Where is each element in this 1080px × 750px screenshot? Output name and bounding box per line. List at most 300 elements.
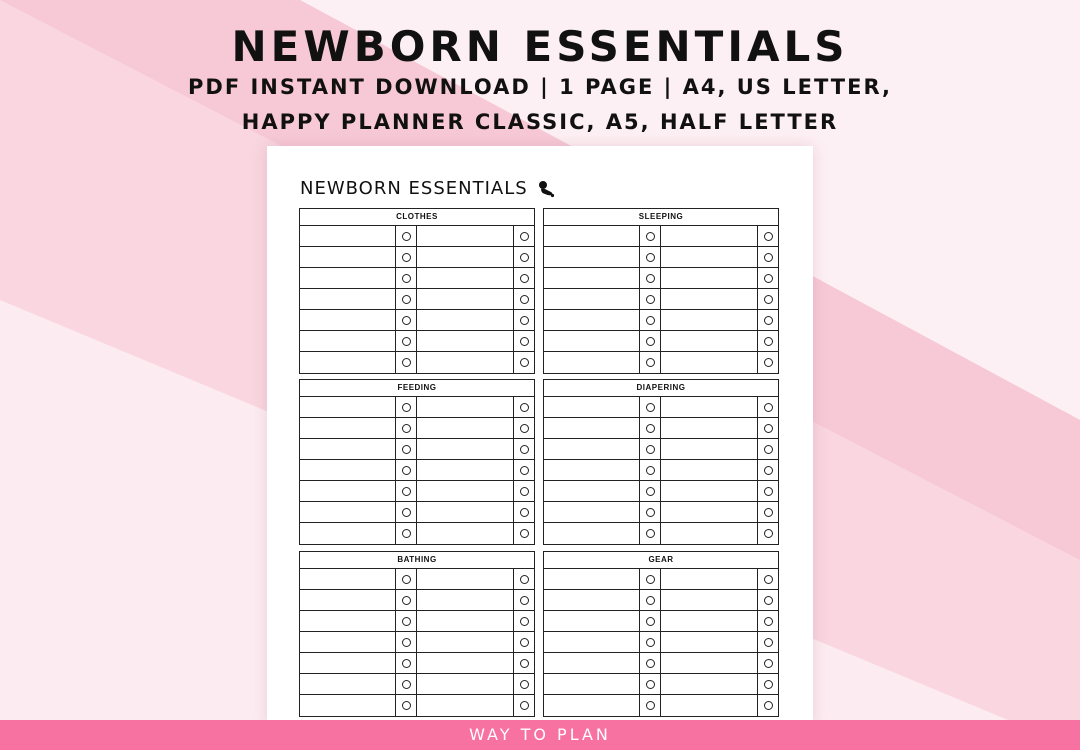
- checkbox-circle-icon[interactable]: [402, 424, 411, 433]
- item-field[interactable]: [661, 653, 758, 673]
- checkbox-circle-icon[interactable]: [646, 403, 655, 412]
- checkbox-circle-icon[interactable]: [764, 617, 773, 626]
- checklist-row: [544, 397, 778, 418]
- checkbox-circle-icon[interactable]: [764, 659, 773, 668]
- checkbox-circle-icon[interactable]: [646, 316, 655, 325]
- checkbox-cell: [758, 460, 778, 480]
- checklist-row: [300, 418, 534, 439]
- item-field[interactable]: [300, 674, 396, 694]
- checkbox-cell: [514, 590, 534, 610]
- checkbox-cell: [640, 523, 661, 544]
- checkbox-cell: [758, 268, 778, 288]
- checkbox-circle-icon[interactable]: [764, 680, 773, 689]
- checkbox-circle-icon[interactable]: [764, 445, 773, 454]
- checklist-row: [300, 502, 534, 523]
- checkbox-circle-icon[interactable]: [764, 424, 773, 433]
- item-field[interactable]: [417, 331, 514, 351]
- checkbox-circle-icon[interactable]: [520, 529, 529, 538]
- checkbox-cell: [640, 226, 661, 246]
- checkbox-cell: [514, 352, 534, 373]
- checkbox-cell: [514, 653, 534, 673]
- section-heading: DIAPERING: [544, 380, 778, 397]
- item-field[interactable]: [417, 569, 514, 589]
- checkbox-cell: [514, 523, 534, 544]
- checkbox-circle-icon[interactable]: [764, 638, 773, 647]
- checkbox-circle-icon[interactable]: [520, 659, 529, 668]
- checklist-row: [544, 352, 778, 373]
- checkbox-circle-icon[interactable]: [402, 403, 411, 412]
- checkbox-circle-icon[interactable]: [402, 638, 411, 647]
- checkbox-cell: [514, 247, 534, 267]
- item-field[interactable]: [417, 268, 514, 288]
- checkbox-circle-icon[interactable]: [402, 337, 411, 346]
- item-field[interactable]: [417, 226, 514, 246]
- checkbox-circle-icon[interactable]: [520, 274, 529, 283]
- checkbox-cell: [396, 481, 417, 501]
- checkbox-cell: [514, 460, 534, 480]
- item-field[interactable]: [300, 569, 396, 589]
- checkbox-cell: [640, 418, 661, 438]
- item-field[interactable]: [417, 481, 514, 501]
- item-field[interactable]: [544, 439, 640, 459]
- checkbox-circle-icon[interactable]: [646, 529, 655, 538]
- checklist-row: [300, 569, 534, 590]
- checkbox-circle-icon[interactable]: [520, 424, 529, 433]
- section-gear: [543, 551, 779, 717]
- checkbox-cell: [396, 418, 417, 438]
- checkbox-circle-icon[interactable]: [520, 596, 529, 605]
- checkbox-circle-icon[interactable]: [520, 680, 529, 689]
- checkbox-cell: [396, 590, 417, 610]
- checkbox-cell: [514, 418, 534, 438]
- item-field[interactable]: [544, 226, 640, 246]
- checkbox-circle-icon[interactable]: [402, 232, 411, 241]
- checkbox-circle-icon[interactable]: [520, 575, 529, 584]
- checkbox-circle-icon[interactable]: [402, 529, 411, 538]
- checkbox-circle-icon[interactable]: [402, 575, 411, 584]
- checkbox-cell: [758, 569, 778, 589]
- checklist-row: [544, 653, 778, 674]
- checkbox-circle-icon[interactable]: [520, 508, 529, 517]
- item-field[interactable]: [544, 674, 640, 694]
- checkbox-cell: [514, 397, 534, 417]
- item-field[interactable]: [544, 481, 640, 501]
- checkbox-circle-icon[interactable]: [646, 337, 655, 346]
- checkbox-circle-icon[interactable]: [520, 466, 529, 475]
- checkbox-circle-icon[interactable]: [764, 403, 773, 412]
- checkbox-circle-icon[interactable]: [646, 232, 655, 241]
- item-field[interactable]: [544, 397, 640, 417]
- section-bathing: [299, 551, 535, 717]
- item-field[interactable]: [417, 247, 514, 267]
- checkbox-circle-icon[interactable]: [402, 466, 411, 475]
- item-field[interactable]: [661, 439, 758, 459]
- printable-sheet: [267, 146, 813, 726]
- checkbox-circle-icon[interactable]: [646, 680, 655, 689]
- checkbox-circle-icon[interactable]: [646, 617, 655, 626]
- checkbox-cell: [396, 310, 417, 330]
- checkbox-circle-icon[interactable]: [402, 617, 411, 626]
- checkbox-cell: [640, 481, 661, 501]
- checkbox-cell: [514, 632, 534, 652]
- item-field[interactable]: [300, 653, 396, 673]
- item-field[interactable]: [661, 268, 758, 288]
- checklist-row: [544, 611, 778, 632]
- item-field[interactable]: [300, 418, 396, 438]
- item-field[interactable]: [661, 632, 758, 652]
- checkbox-cell: [396, 247, 417, 267]
- item-field[interactable]: [661, 590, 758, 610]
- section-heading: GEAR: [544, 552, 778, 569]
- item-field[interactable]: [661, 289, 758, 309]
- item-field[interactable]: [300, 611, 396, 631]
- checkbox-circle-icon[interactable]: [764, 529, 773, 538]
- checkbox-cell: [396, 397, 417, 417]
- checklist-row: [300, 653, 534, 674]
- checklist-row: [544, 268, 778, 289]
- checkbox-circle-icon[interactable]: [402, 316, 411, 325]
- checkbox-cell: [640, 569, 661, 589]
- checkbox-circle-icon[interactable]: [646, 358, 655, 367]
- checkbox-circle-icon[interactable]: [646, 295, 655, 304]
- checkbox-cell: [640, 289, 661, 309]
- checklist-row: [300, 352, 534, 373]
- checklist-row: [300, 590, 534, 611]
- checkbox-cell: [396, 569, 417, 589]
- checkbox-cell: [640, 653, 661, 673]
- section-sleeping: [543, 208, 779, 374]
- checkbox-circle-icon[interactable]: [764, 316, 773, 325]
- item-field[interactable]: [544, 352, 640, 373]
- item-field[interactable]: [661, 352, 758, 373]
- checkbox-cell: [396, 460, 417, 480]
- checkbox-cell: [758, 331, 778, 351]
- item-field[interactable]: [300, 502, 396, 522]
- checkbox-circle-icon[interactable]: [520, 638, 529, 647]
- checkbox-circle-icon[interactable]: [520, 358, 529, 367]
- item-field[interactable]: [544, 523, 640, 544]
- checkbox-circle-icon[interactable]: [764, 337, 773, 346]
- checkbox-cell: [396, 502, 417, 522]
- checklist-row: [300, 289, 534, 310]
- item-field[interactable]: [544, 632, 640, 652]
- checklist-row: [300, 632, 534, 653]
- checkbox-circle-icon[interactable]: [402, 295, 411, 304]
- checkbox-circle-icon[interactable]: [402, 253, 411, 262]
- checkbox-circle-icon[interactable]: [520, 337, 529, 346]
- checkbox-cell: [396, 632, 417, 652]
- item-field[interactable]: [544, 569, 640, 589]
- item-field[interactable]: [661, 226, 758, 246]
- checkbox-cell: [640, 310, 661, 330]
- checkbox-circle-icon[interactable]: [646, 253, 655, 262]
- checkbox-cell: [640, 632, 661, 652]
- item-field[interactable]: [544, 310, 640, 330]
- checkbox-cell: [758, 310, 778, 330]
- item-field[interactable]: [544, 247, 640, 267]
- checkbox-circle-icon[interactable]: [520, 617, 529, 626]
- item-field[interactable]: [544, 590, 640, 610]
- section-heading: BATHING: [300, 552, 534, 569]
- item-field[interactable]: [661, 481, 758, 501]
- checkbox-circle-icon[interactable]: [646, 701, 655, 710]
- checkbox-circle-icon[interactable]: [646, 508, 655, 517]
- item-field[interactable]: [544, 418, 640, 438]
- checkbox-circle-icon[interactable]: [646, 424, 655, 433]
- checkbox-circle-icon[interactable]: [402, 274, 411, 283]
- checklist-row: [300, 310, 534, 331]
- item-field[interactable]: [300, 397, 396, 417]
- checklist-row: [544, 569, 778, 590]
- item-field[interactable]: [661, 569, 758, 589]
- section-clothes: [299, 208, 535, 374]
- checklist-row: [544, 523, 778, 544]
- checkbox-cell: [758, 289, 778, 309]
- checkbox-cell: [396, 289, 417, 309]
- item-field[interactable]: [544, 460, 640, 480]
- checklist-row: [544, 481, 778, 502]
- checklist-row: [544, 502, 778, 523]
- checkbox-circle-icon[interactable]: [520, 295, 529, 304]
- checkbox-cell: [396, 268, 417, 288]
- checklist-row: [300, 460, 534, 481]
- checkbox-cell: [640, 674, 661, 694]
- item-field[interactable]: [661, 460, 758, 480]
- checkbox-cell: [758, 226, 778, 246]
- item-field[interactable]: [300, 481, 396, 501]
- checklist-row: [544, 331, 778, 352]
- checkbox-cell: [758, 397, 778, 417]
- checklist-row: [544, 590, 778, 611]
- checkbox-cell: [640, 590, 661, 610]
- checkbox-cell: [514, 226, 534, 246]
- checkbox-cell: [758, 418, 778, 438]
- item-field[interactable]: [661, 523, 758, 544]
- checkbox-circle-icon[interactable]: [764, 295, 773, 304]
- item-field[interactable]: [661, 695, 758, 716]
- checkbox-circle-icon[interactable]: [520, 487, 529, 496]
- item-field[interactable]: [661, 397, 758, 417]
- checkbox-cell: [758, 352, 778, 373]
- item-field[interactable]: [417, 674, 514, 694]
- item-field[interactable]: [417, 611, 514, 631]
- item-field[interactable]: [300, 310, 396, 330]
- subtitle-line-2: HAPPY PLANNER CLASSIC, A5, HALF LETTER: [241, 110, 839, 134]
- item-field[interactable]: [661, 247, 758, 267]
- checkbox-circle-icon[interactable]: [402, 358, 411, 367]
- item-field[interactable]: [300, 289, 396, 309]
- checklist-row: [300, 611, 534, 632]
- item-field[interactable]: [544, 653, 640, 673]
- checkbox-circle-icon[interactable]: [402, 680, 411, 689]
- item-field[interactable]: [300, 523, 396, 544]
- checkbox-circle-icon[interactable]: [764, 274, 773, 283]
- checkbox-cell: [758, 523, 778, 544]
- checklist-row: [544, 439, 778, 460]
- checkbox-circle-icon[interactable]: [646, 638, 655, 647]
- checkbox-circle-icon[interactable]: [520, 403, 529, 412]
- checkbox-circle-icon[interactable]: [520, 445, 529, 454]
- item-field[interactable]: [417, 590, 514, 610]
- checkbox-cell: [640, 502, 661, 522]
- checkbox-cell: [514, 289, 534, 309]
- checkbox-circle-icon[interactable]: [402, 659, 411, 668]
- checkbox-circle-icon[interactable]: [764, 487, 773, 496]
- item-field[interactable]: [417, 418, 514, 438]
- checkbox-cell: [640, 695, 661, 716]
- checkbox-circle-icon[interactable]: [764, 596, 773, 605]
- sheet-title: [300, 178, 556, 199]
- checklist-row: [300, 268, 534, 289]
- checkbox-circle-icon[interactable]: [646, 466, 655, 475]
- checkbox-cell: [514, 569, 534, 589]
- checkbox-cell: [758, 481, 778, 501]
- item-field[interactable]: [417, 439, 514, 459]
- checkbox-cell: [758, 632, 778, 652]
- checkbox-circle-icon[interactable]: [520, 316, 529, 325]
- item-field[interactable]: [661, 674, 758, 694]
- item-field[interactable]: [300, 247, 396, 267]
- checkbox-cell: [758, 590, 778, 610]
- checkbox-circle-icon[interactable]: [402, 445, 411, 454]
- checklist-row: [544, 226, 778, 247]
- checkbox-circle-icon[interactable]: [646, 445, 655, 454]
- checkbox-circle-icon[interactable]: [520, 253, 529, 262]
- checkbox-cell: [514, 611, 534, 631]
- item-field[interactable]: [417, 289, 514, 309]
- checkbox-cell: [640, 397, 661, 417]
- checklist-row: [544, 695, 778, 716]
- checklist-row: [544, 460, 778, 481]
- section-feeding: [299, 379, 535, 545]
- item-field[interactable]: [417, 352, 514, 373]
- checkbox-cell: [396, 226, 417, 246]
- item-field[interactable]: [300, 268, 396, 288]
- checkbox-circle-icon[interactable]: [402, 701, 411, 710]
- checkbox-circle-icon[interactable]: [764, 701, 773, 710]
- item-field[interactable]: [417, 397, 514, 417]
- checkbox-circle-icon[interactable]: [520, 232, 529, 241]
- checkbox-cell: [514, 695, 534, 716]
- checklist-row: [300, 674, 534, 695]
- section-diapering: [543, 379, 779, 545]
- checklist-row: [544, 418, 778, 439]
- checkbox-circle-icon[interactable]: [764, 358, 773, 367]
- item-field[interactable]: [300, 632, 396, 652]
- item-field[interactable]: [544, 695, 640, 716]
- checkbox-circle-icon[interactable]: [402, 487, 411, 496]
- item-field[interactable]: [300, 695, 396, 716]
- checkbox-cell: [514, 268, 534, 288]
- item-field[interactable]: [544, 289, 640, 309]
- checkbox-circle-icon[interactable]: [402, 596, 411, 605]
- checkbox-cell: [640, 439, 661, 459]
- checkbox-cell: [514, 439, 534, 459]
- footer-brand: WAY TO PLAN: [0, 720, 1080, 750]
- item-field[interactable]: [300, 590, 396, 610]
- checkbox-cell: [396, 523, 417, 544]
- checkbox-circle-icon[interactable]: [646, 659, 655, 668]
- checkbox-cell: [758, 674, 778, 694]
- section-heading: SLEEPING: [544, 209, 778, 226]
- checklist-row: [300, 481, 534, 502]
- checkbox-circle-icon[interactable]: [646, 596, 655, 605]
- checklist-row: [544, 632, 778, 653]
- checkbox-cell: [396, 352, 417, 373]
- checkbox-cell: [514, 331, 534, 351]
- item-field[interactable]: [417, 502, 514, 522]
- item-field[interactable]: [661, 331, 758, 351]
- item-field[interactable]: [300, 226, 396, 246]
- checkbox-cell: [758, 695, 778, 716]
- item-field[interactable]: [300, 439, 396, 459]
- item-field[interactable]: [417, 460, 514, 480]
- checkbox-circle-icon[interactable]: [764, 466, 773, 475]
- checkbox-circle-icon[interactable]: [764, 508, 773, 517]
- item-field[interactable]: [300, 460, 396, 480]
- checkbox-cell: [758, 439, 778, 459]
- checkbox-circle-icon[interactable]: [402, 508, 411, 517]
- checkbox-cell: [758, 611, 778, 631]
- item-field[interactable]: [661, 611, 758, 631]
- checkbox-circle-icon[interactable]: [646, 575, 655, 584]
- checkbox-circle-icon[interactable]: [646, 487, 655, 496]
- checkbox-circle-icon[interactable]: [520, 701, 529, 710]
- checkbox-cell: [396, 695, 417, 716]
- checklist-row: [300, 247, 534, 268]
- page-title: NEWBORN ESSENTIALS: [231, 22, 849, 71]
- item-field[interactable]: [417, 653, 514, 673]
- checkbox-circle-icon[interactable]: [764, 232, 773, 241]
- checklist-row: [544, 310, 778, 331]
- checkbox-cell: [396, 674, 417, 694]
- item-field[interactable]: [417, 695, 514, 716]
- checkbox-circle-icon[interactable]: [764, 575, 773, 584]
- section-heading: FEEDING: [300, 380, 534, 397]
- section-heading: CLOTHES: [300, 209, 534, 226]
- item-field[interactable]: [544, 611, 640, 631]
- item-field[interactable]: [300, 352, 396, 373]
- item-field[interactable]: [544, 502, 640, 522]
- checkbox-circle-icon[interactable]: [646, 274, 655, 283]
- checkbox-cell: [640, 247, 661, 267]
- checkbox-cell: [514, 481, 534, 501]
- checkbox-circle-icon[interactable]: [764, 253, 773, 262]
- item-field[interactable]: [544, 331, 640, 351]
- item-field[interactable]: [417, 632, 514, 652]
- checklist-row: [544, 289, 778, 310]
- checkbox-cell: [640, 268, 661, 288]
- item-field[interactable]: [661, 502, 758, 522]
- checkbox-cell: [514, 310, 534, 330]
- checkbox-cell: [396, 653, 417, 673]
- item-field[interactable]: [661, 310, 758, 330]
- item-field[interactable]: [661, 418, 758, 438]
- checkbox-cell: [758, 653, 778, 673]
- checklist-row: [300, 397, 534, 418]
- checklist-row: [300, 439, 534, 460]
- item-field[interactable]: [300, 331, 396, 351]
- checklist-row: [300, 523, 534, 544]
- checkbox-cell: [640, 331, 661, 351]
- checklist-row: [300, 226, 534, 247]
- item-field[interactable]: [417, 310, 514, 330]
- item-field[interactable]: [544, 268, 640, 288]
- checklist-row: [300, 331, 534, 352]
- checkbox-cell: [514, 674, 534, 694]
- item-field[interactable]: [417, 523, 514, 544]
- checklist-row: [544, 674, 778, 695]
